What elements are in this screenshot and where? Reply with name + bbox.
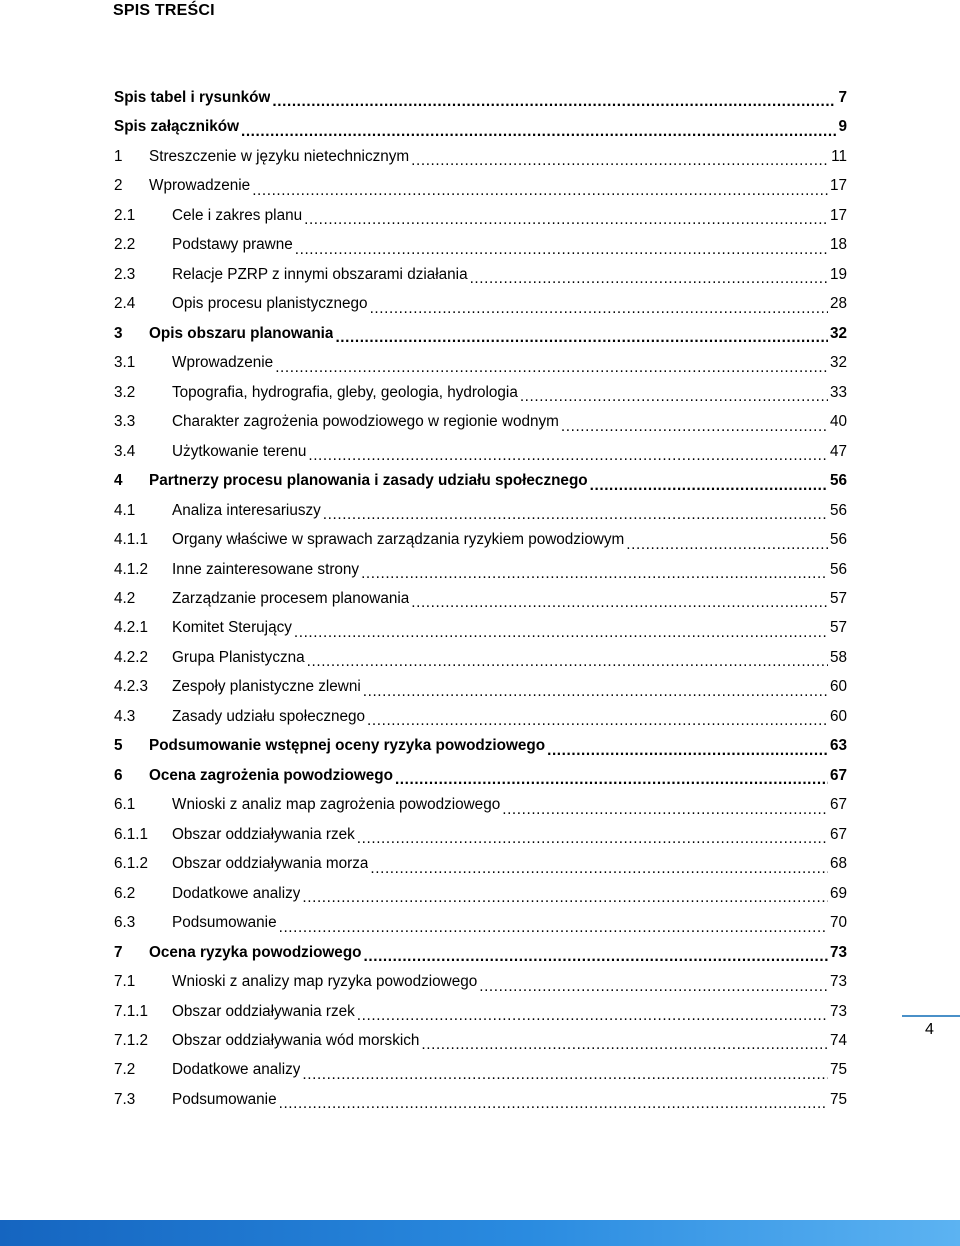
toc-entry-title: Ocena zagrożenia powodziowego bbox=[149, 766, 393, 784]
toc-entry-number: 3 bbox=[114, 324, 123, 342]
toc-entry-number: 4.2.2 bbox=[114, 648, 149, 666]
toc-entry-number: 6.2 bbox=[114, 884, 136, 902]
toc-entry-page: 17 bbox=[829, 177, 847, 195]
toc-entry[interactable] bbox=[114, 973, 847, 1002]
toc-entry-number: 6 bbox=[114, 766, 123, 784]
toc-entry[interactable] bbox=[114, 649, 847, 678]
toc-entry[interactable] bbox=[114, 561, 847, 590]
toc-entry-title: Użytkowanie terenu bbox=[172, 442, 307, 460]
toc-entry[interactable] bbox=[114, 236, 847, 265]
toc-dot-leader bbox=[294, 619, 828, 648]
toc-entry-page: 28 bbox=[829, 295, 847, 313]
toc-entry-page: 58 bbox=[829, 648, 847, 666]
toc-entry[interactable] bbox=[114, 118, 847, 147]
toc-entry-number: 6.3 bbox=[114, 914, 136, 932]
toc-entry-number: 4.2.1 bbox=[114, 619, 149, 637]
toc-entry[interactable] bbox=[114, 89, 847, 118]
toc-entry-page: 56 bbox=[829, 472, 847, 490]
toc-entry-number: 3.2 bbox=[114, 383, 136, 401]
toc-entry-page: 68 bbox=[829, 855, 847, 873]
toc-entry-title: Dodatkowe analizy bbox=[172, 884, 301, 902]
toc-dot-leader bbox=[590, 472, 828, 501]
toc-entry-title: Spis załączników bbox=[114, 118, 239, 136]
toc-entry-title: Spis tabel i rysunków bbox=[114, 89, 271, 106]
toc-entry[interactable] bbox=[114, 354, 847, 383]
toc-entry[interactable] bbox=[114, 737, 847, 766]
toc-entry-page: 47 bbox=[829, 442, 847, 460]
toc-entry[interactable] bbox=[114, 148, 847, 177]
toc-entry-number: 4.2 bbox=[114, 589, 136, 607]
toc-entry-title: Komitet Sterujący bbox=[172, 619, 292, 637]
toc-entry-number: 7.2 bbox=[114, 1061, 136, 1079]
toc-entry-page: 67 bbox=[829, 825, 847, 843]
toc-entry-number: 2.3 bbox=[114, 265, 136, 283]
toc-dot-leader bbox=[411, 590, 828, 619]
toc-entry-number: 7.1.1 bbox=[114, 1002, 149, 1020]
toc-entry-number: 3.1 bbox=[114, 354, 136, 372]
toc-entry-page: 56 bbox=[829, 501, 847, 519]
toc-entry-page: 18 bbox=[829, 236, 847, 254]
toc-entry-number: 6.1 bbox=[114, 796, 136, 814]
toc-entry-title: Partnerzy procesu planowania i zasady udziału społecznego bbox=[149, 472, 588, 490]
toc-entry-title: Opis procesu planistycznego bbox=[172, 295, 368, 313]
toc-dot-leader bbox=[470, 266, 828, 295]
toc-entry-title: Analiza interesariuszy bbox=[172, 501, 321, 519]
toc-dot-leader bbox=[323, 502, 828, 531]
toc-entry-number: 2.4 bbox=[114, 295, 136, 313]
toc-dot-leader bbox=[395, 767, 828, 796]
toc-entry-title: Podsumowanie bbox=[172, 1090, 277, 1108]
toc-dot-leader bbox=[275, 354, 828, 383]
toc-entry-number: 4.1.1 bbox=[114, 531, 149, 549]
toc-entry[interactable] bbox=[114, 266, 847, 295]
toc-dot-leader bbox=[335, 325, 828, 354]
toc-dot-leader bbox=[295, 236, 828, 265]
toc-dot-leader bbox=[364, 944, 828, 973]
toc-dot-leader bbox=[370, 855, 828, 884]
footer-bar bbox=[0, 1220, 960, 1246]
toc-entry-number: 4 bbox=[114, 472, 123, 490]
toc-entry-number: 7.3 bbox=[114, 1090, 136, 1108]
toc-dot-leader bbox=[361, 561, 828, 590]
toc-dot-leader bbox=[308, 443, 828, 472]
toc-entry-number: 4.3 bbox=[114, 707, 136, 725]
toc-entry-title: Wprowadzenie bbox=[172, 354, 274, 372]
toc-entry-title: Zespoły planistyczne zlewni bbox=[172, 678, 361, 696]
toc-entry[interactable] bbox=[114, 413, 847, 442]
toc-entry-page: 57 bbox=[829, 589, 847, 607]
toc-dot-leader bbox=[561, 413, 828, 442]
toc-entry[interactable] bbox=[114, 944, 847, 973]
toc-entry-title: Obszar oddziaływania morza bbox=[172, 855, 369, 873]
toc-entry-page: 74 bbox=[829, 1032, 847, 1049]
toc-entry-number: 6.1.1 bbox=[114, 825, 149, 843]
toc-entry-title: Wnioski z analiz map zagrożenia powodziowego bbox=[172, 796, 501, 814]
toc-dot-leader bbox=[363, 678, 828, 707]
toc-entry-page: 56 bbox=[829, 560, 847, 578]
toc-entry-title: Topografia, hydrografia, gleby, geologia, hydrologia bbox=[172, 383, 518, 401]
toc-entry-number: 5 bbox=[114, 737, 123, 755]
toc-entry-number: 6.1.2 bbox=[114, 855, 149, 873]
toc-entry-number: 3.4 bbox=[114, 442, 136, 460]
toc-dot-leader bbox=[626, 531, 828, 560]
toc-dot-leader bbox=[370, 295, 828, 324]
toc-entry[interactable] bbox=[114, 708, 847, 737]
toc-entry[interactable] bbox=[114, 619, 847, 648]
toc-entry-number: 3.3 bbox=[114, 413, 136, 431]
toc-entry-title: Obszar oddziaływania rzek bbox=[172, 825, 355, 843]
toc-dot-leader bbox=[304, 207, 828, 236]
toc-entry[interactable] bbox=[114, 207, 847, 236]
toc-entry[interactable] bbox=[114, 796, 847, 825]
toc-dot-leader bbox=[502, 796, 828, 825]
toc-entry-page: 69 bbox=[829, 884, 847, 902]
toc-entry-page: 60 bbox=[829, 678, 847, 696]
toc-dot-leader bbox=[279, 914, 828, 943]
toc-entry-number: 2.2 bbox=[114, 236, 136, 254]
toc-dot-leader bbox=[411, 148, 829, 177]
toc-entry-title: Ocena ryzyka powodziowego bbox=[149, 943, 362, 961]
toc-entry[interactable] bbox=[114, 1032, 847, 1061]
toc-entry[interactable] bbox=[114, 767, 847, 796]
table-of-contents bbox=[114, 89, 847, 1120]
toc-entry[interactable] bbox=[114, 1003, 847, 1032]
toc-entry-title: Charakter zagrożenia powodziowego w regionie wodnym bbox=[172, 413, 559, 431]
toc-entry-number: 4.1.2 bbox=[114, 560, 149, 578]
toc-dot-leader bbox=[252, 177, 828, 206]
toc-entry-title: Wprowadzenie bbox=[149, 177, 251, 195]
toc-entry-title: Podsumowanie wstępnej oceny ryzyka powodziowego bbox=[149, 737, 546, 755]
toc-dot-leader bbox=[479, 973, 828, 1002]
toc-entry[interactable] bbox=[114, 325, 847, 354]
toc-entry-title: Inne zainteresowane strony bbox=[172, 560, 360, 578]
toc-entry-number: 4.2.3 bbox=[114, 678, 149, 696]
toc-entry-page: 32 bbox=[829, 324, 847, 342]
toc-entry-page: 60 bbox=[829, 707, 847, 725]
toc-entry-number: 2.1 bbox=[114, 206, 136, 224]
toc-entry[interactable] bbox=[114, 443, 847, 472]
toc-entry-title: Podstawy prawne bbox=[172, 236, 293, 254]
toc-entry[interactable] bbox=[114, 1091, 847, 1120]
toc-entry-page: 67 bbox=[829, 796, 847, 814]
toc-dot-leader bbox=[357, 1003, 828, 1032]
toc-entry-page: 9 bbox=[838, 118, 847, 136]
toc-entry-number: 2 bbox=[114, 177, 123, 195]
toc-entry-title: Cele i zakres planu bbox=[172, 206, 303, 224]
toc-entry-title: Streszczenie w języku nietechnicznym bbox=[149, 147, 410, 165]
toc-entry-page: 7 bbox=[838, 89, 847, 106]
toc-entry-number: 7.1 bbox=[114, 973, 136, 991]
toc-entry-page: 67 bbox=[829, 766, 847, 784]
toc-entry[interactable] bbox=[114, 678, 847, 707]
toc-dot-leader bbox=[302, 885, 828, 914]
toc-entry-title: Podsumowanie bbox=[172, 914, 277, 932]
toc-entry-page: 57 bbox=[829, 619, 847, 637]
toc-entry[interactable] bbox=[114, 384, 847, 413]
toc-entry-title: Organy właściwe w sprawach zarządzania ryzykiem powodziowym bbox=[172, 531, 625, 549]
toc-entry-page: 19 bbox=[829, 265, 847, 283]
toc-entry-title: Zasady udziału społecznego bbox=[172, 707, 366, 725]
toc-entry-page: 73 bbox=[829, 973, 847, 991]
toc-entry-title: Opis obszaru planowania bbox=[149, 324, 334, 342]
toc-dot-leader bbox=[272, 89, 836, 118]
toc-entry-page: 56 bbox=[829, 531, 847, 549]
toc-dot-leader bbox=[279, 1091, 828, 1120]
toc-entry[interactable] bbox=[114, 590, 847, 619]
toc-entry-page: 17 bbox=[829, 206, 847, 224]
toc-entry[interactable] bbox=[114, 472, 847, 501]
toc-entry[interactable] bbox=[114, 295, 847, 324]
toc-entry-page: 70 bbox=[829, 914, 847, 932]
toc-entry-number: 7.1.2 bbox=[114, 1032, 149, 1049]
toc-dot-leader bbox=[421, 1032, 828, 1061]
toc-dot-leader bbox=[241, 118, 837, 147]
toc-entry[interactable] bbox=[114, 177, 847, 206]
toc-entry-title: Relacje PZRP z innymi obszarami działania bbox=[172, 265, 468, 283]
toc-entry[interactable] bbox=[114, 826, 847, 855]
toc-entry[interactable] bbox=[114, 855, 847, 884]
toc-entry-page: 40 bbox=[829, 413, 847, 431]
toc-entry-page: 63 bbox=[829, 737, 847, 755]
toc-entry-title: Zarządzanie procesem planowania bbox=[172, 589, 410, 607]
toc-entry-page: 33 bbox=[829, 383, 847, 401]
toc-dot-leader bbox=[367, 708, 828, 737]
toc-entry[interactable] bbox=[114, 885, 847, 914]
toc-entry-page: 11 bbox=[831, 147, 847, 165]
toc-dot-leader bbox=[302, 1061, 828, 1090]
toc-entry[interactable] bbox=[114, 914, 847, 943]
toc-entry-number: 4.1 bbox=[114, 501, 136, 519]
toc-entry-number: 7 bbox=[114, 943, 123, 961]
toc-entry-page: 75 bbox=[829, 1061, 847, 1079]
toc-entry[interactable] bbox=[114, 531, 847, 560]
toc-entry-page: 32 bbox=[829, 354, 847, 372]
toc-entry-page: 73 bbox=[829, 943, 847, 961]
toc-entry[interactable] bbox=[114, 1061, 847, 1090]
page-title: SPIS TREŚCI bbox=[113, 2, 215, 19]
toc-entry-title: Obszar oddziaływania rzek bbox=[172, 1002, 355, 1020]
toc-entry-title: Wnioski z analizy map ryzyka powodziowego bbox=[172, 973, 478, 991]
toc-entry[interactable] bbox=[114, 502, 847, 531]
toc-entry-title: Grupa Planistyczna bbox=[172, 648, 305, 666]
toc-entry-page: 75 bbox=[829, 1090, 847, 1108]
page-number: 4 bbox=[925, 1021, 934, 1038]
toc-dot-leader bbox=[357, 826, 828, 855]
toc-dot-leader bbox=[307, 649, 828, 678]
toc-entry-title: Obszar oddziaływania wód morskich bbox=[172, 1032, 420, 1049]
toc-entry-title: Dodatkowe analizy bbox=[172, 1061, 301, 1079]
toc-dot-leader bbox=[547, 737, 828, 766]
toc-dot-leader bbox=[520, 384, 828, 413]
toc-entry-number: 1 bbox=[114, 147, 123, 165]
toc-entry-page: 73 bbox=[829, 1002, 847, 1020]
page-tab-line bbox=[902, 1015, 960, 1017]
